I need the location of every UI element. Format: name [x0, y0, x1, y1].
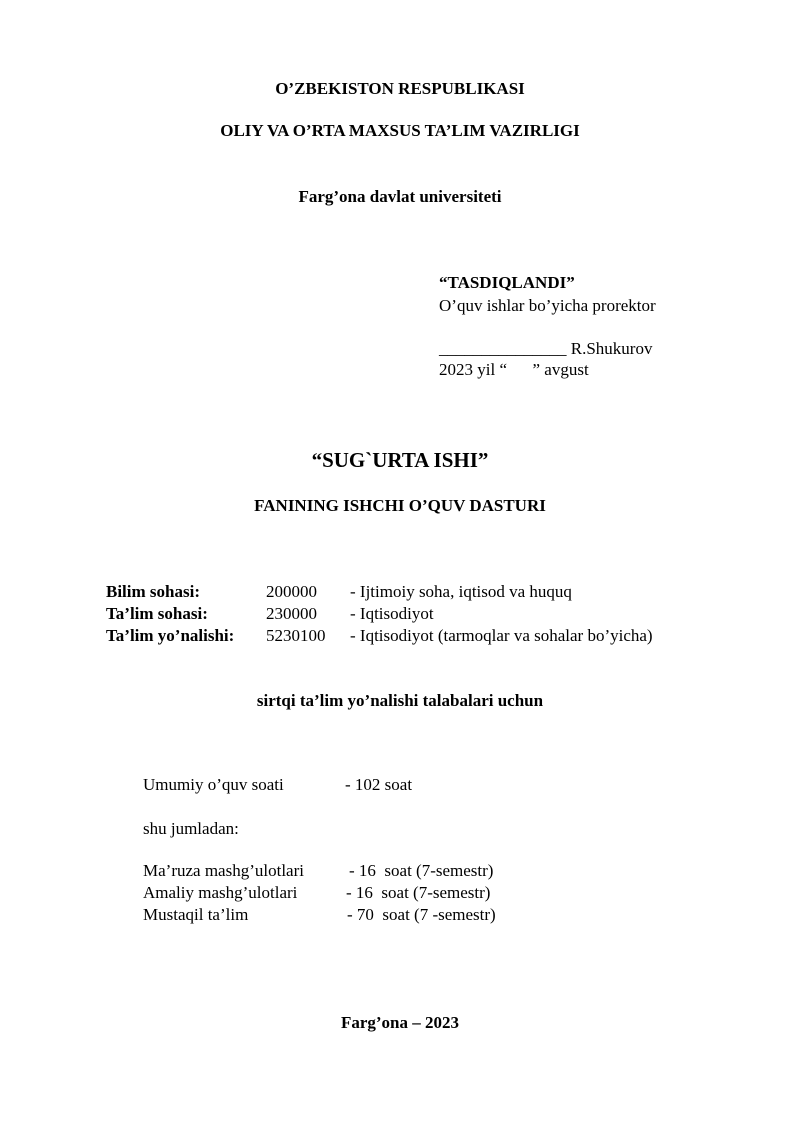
course-subtitle: FANINING ISHCHI O’QUV DASTURI: [254, 496, 546, 515]
hours-item-label: Mustaqil ta’lim: [143, 905, 249, 924]
field-label: Ta’lim sohasi:: [106, 604, 208, 623]
field-desc: - Ijtimoiy soha, iqtisod va huquq: [350, 582, 572, 601]
field-desc: - Iqtisodiyot (tarmoqlar va sohalar bo’yicha): [350, 626, 653, 645]
field-label: Bilim sohasi:: [106, 582, 200, 601]
hours-item-value: - 16 soat (7-semestr): [346, 883, 491, 902]
field-code: 5230100: [266, 626, 326, 645]
hours-item-label: Ma’ruza mashg’ulotlari: [143, 861, 304, 880]
hours-item-value: - 70 soat (7 -semestr): [347, 905, 496, 924]
approval-date: 2023 yil “ ” avgust: [439, 360, 589, 379]
course-title: “SUG`URTA ISHI”: [311, 448, 489, 472]
total-hours-value: - 102 soat: [345, 775, 413, 794]
approval-signature: _______________ R.Shukurov: [439, 339, 653, 358]
audience-line: sirtqi ta’lim yo’nalishi talabalari uchun: [256, 691, 544, 710]
university-name: Farg’ona davlat universiteti: [298, 187, 502, 206]
hours-item-label: Amaliy mashg’ulotlari: [143, 883, 298, 902]
hours-item-value: - 16 soat (7-semestr): [349, 861, 494, 880]
field-code: 200000: [266, 582, 317, 601]
ministry-heading: OLIY VA O’RTA MAXSUS TA’LIM VAZIRLIGI: [220, 121, 580, 140]
field-label: Ta’lim yo’nalishi:: [106, 626, 235, 645]
including-label: shu jumladan:: [143, 819, 239, 838]
republic-heading: O’ZBEKISTON RESPUBLIKASI: [275, 79, 525, 98]
field-code: 230000: [266, 604, 317, 623]
field-desc: - Iqtisodiyot: [350, 604, 434, 623]
approval-position: O’quv ishlar bo’yicha prorektor: [439, 296, 656, 315]
approval-stamp: “TASDIQLANDI”: [439, 273, 575, 292]
footer-place-year: Farg’ona – 2023: [340, 1013, 460, 1032]
total-hours-label: Umumiy o’quv soati: [143, 775, 284, 794]
